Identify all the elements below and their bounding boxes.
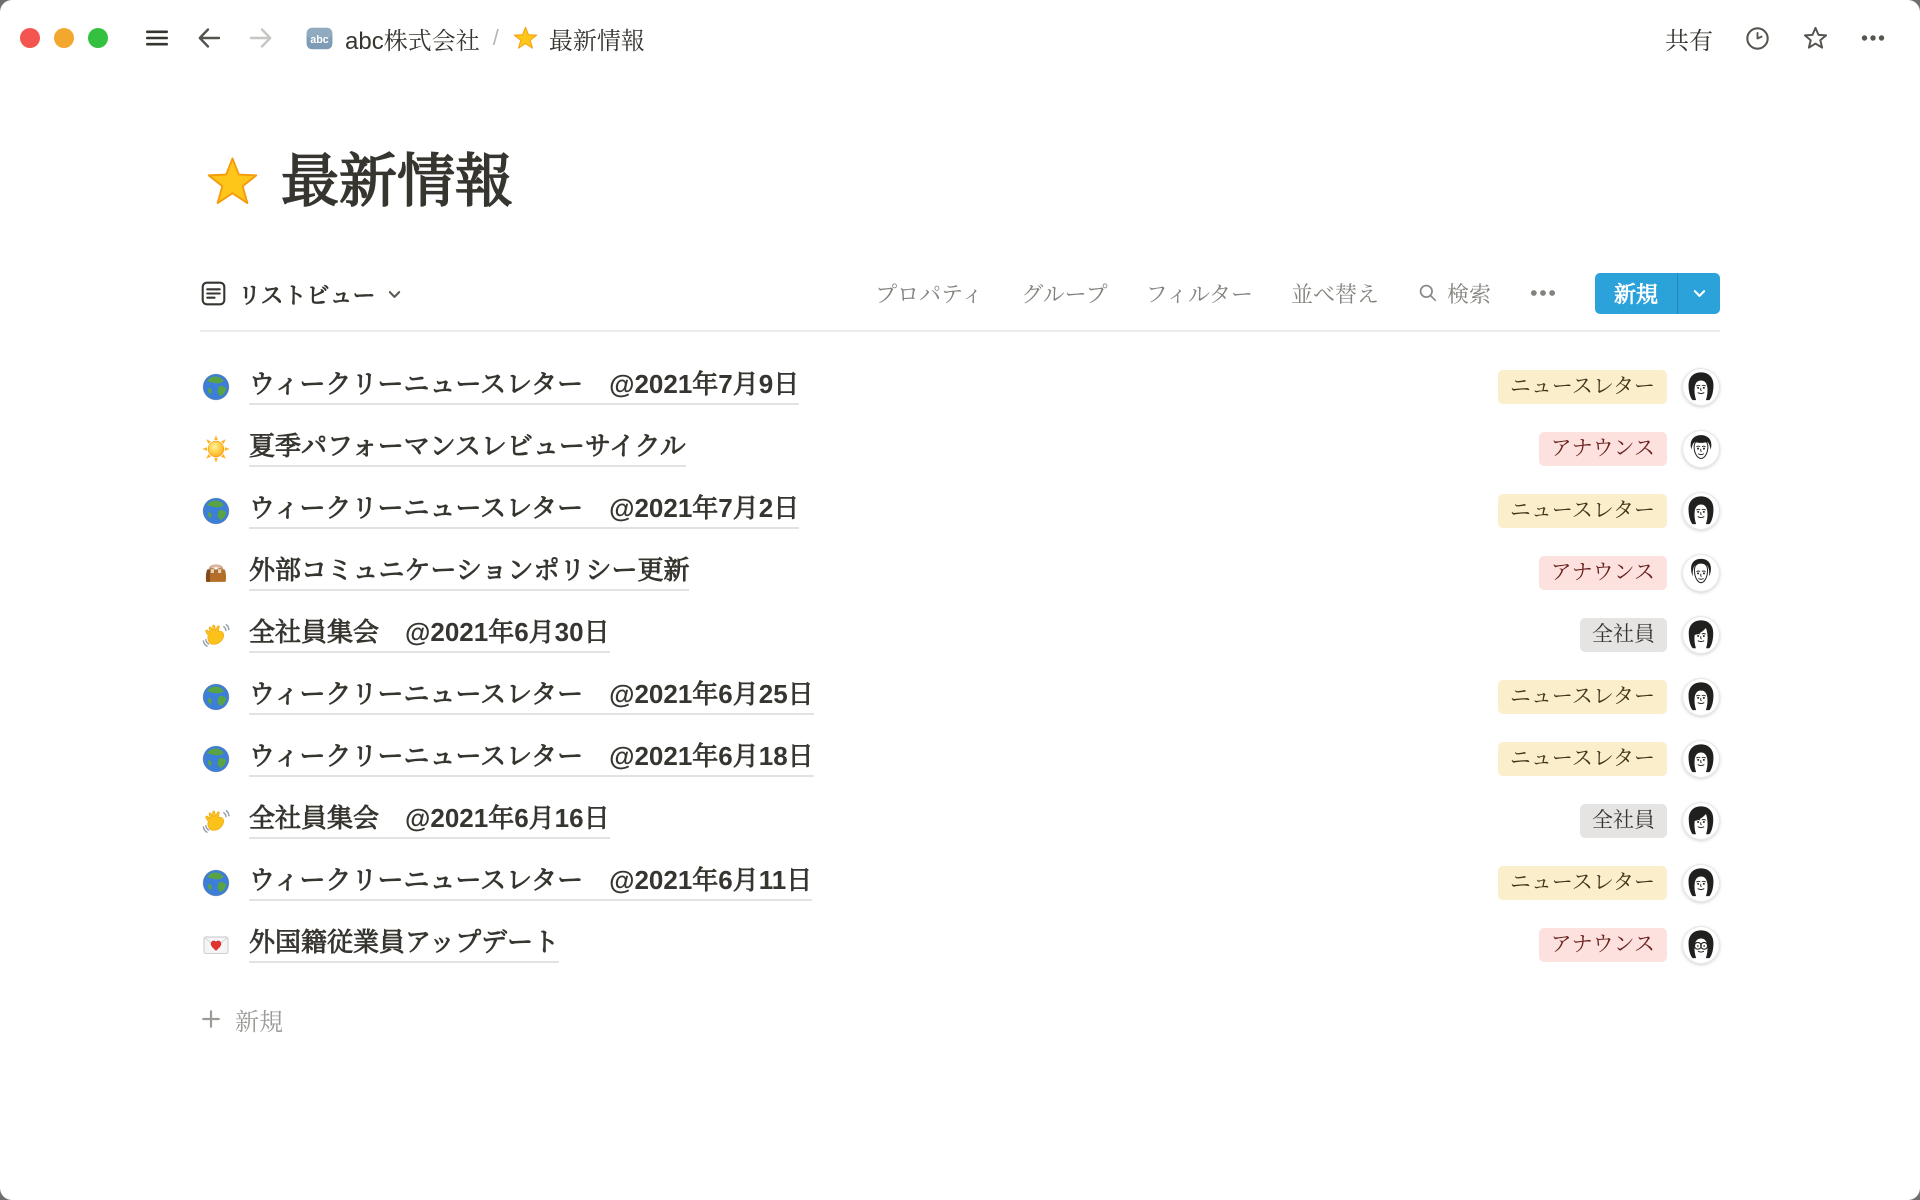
wave-icon — [200, 805, 232, 837]
nav-controls — [144, 25, 274, 51]
sidebar-toggle-button[interactable] — [144, 25, 170, 51]
page-link-title[interactable]: 夏季パフォーマンスレビューサイクル — [249, 430, 686, 468]
letter-icon — [200, 929, 232, 961]
wave-icon — [200, 619, 232, 651]
topbar — [0, 0, 1920, 76]
abc-workspace-icon — [304, 23, 335, 54]
close-window-button[interactable] — [20, 28, 40, 48]
list-item[interactable] — [200, 480, 1720, 542]
tag-badge: ニュースレター — [1498, 494, 1667, 528]
plus-icon — [200, 1008, 222, 1030]
hamburger-icon — [144, 25, 170, 51]
add-new-row-button[interactable] — [200, 1002, 283, 1037]
view-more-button[interactable] — [1529, 279, 1557, 307]
view-bar — [200, 273, 1720, 314]
star-emoji-icon — [512, 25, 539, 52]
list-item[interactable] — [200, 728, 1720, 790]
chevron-down-icon — [1692, 286, 1707, 301]
page-link-title[interactable]: 全社員集会 @2021年6月16日 — [249, 802, 610, 840]
page-link-title[interactable]: 外部コミュニケーションポリシー更新 — [249, 554, 689, 592]
breadcrumb-separator: / — [492, 25, 499, 50]
favorite-button[interactable] — [1802, 25, 1829, 52]
sort-button[interactable]: 並べ替え — [1291, 278, 1379, 309]
tag-badge: ニュースレター — [1498, 370, 1667, 404]
list-item[interactable] — [200, 852, 1720, 914]
new-button[interactable] — [1595, 273, 1720, 314]
avatar — [1682, 740, 1720, 778]
updates-button[interactable] — [1744, 25, 1771, 52]
star-outline-icon — [1802, 25, 1829, 52]
view-actions — [875, 273, 1720, 314]
page-link-title[interactable]: 外国籍従業員アップデート — [249, 926, 559, 964]
earth-icon — [200, 743, 232, 775]
breadcrumb — [304, 21, 645, 56]
minimize-window-button[interactable] — [54, 28, 74, 48]
page-link-title[interactable]: ウィークリーニュースレター @2021年6月18日 — [249, 740, 814, 778]
breadcrumb-page-label: 最新情報 — [548, 27, 645, 55]
breadcrumb-workspace-label: abc株式会社 — [345, 27, 480, 55]
avatar — [1682, 492, 1720, 530]
properties-button[interactable]: プロパティ — [875, 278, 983, 309]
tag-badge: アナウンス — [1539, 432, 1667, 466]
page-link-title[interactable]: ウィークリーニュースレター @2021年6月25日 — [249, 678, 814, 716]
list-item[interactable] — [200, 418, 1720, 480]
clock-icon — [1744, 25, 1771, 52]
avatar — [1682, 430, 1720, 468]
tag-badge: アナウンス — [1539, 928, 1667, 962]
page-content — [200, 146, 1720, 1037]
avatar — [1682, 616, 1720, 654]
avatar — [1682, 802, 1720, 840]
tag-badge: 全社員 — [1580, 618, 1667, 652]
list-item[interactable] — [200, 356, 1720, 418]
search-button[interactable] — [1417, 278, 1491, 309]
forward-button[interactable] — [248, 25, 274, 51]
topbar-actions — [1665, 21, 1886, 56]
breadcrumb-page[interactable] — [512, 21, 645, 56]
group-button[interactable]: グループ — [1021, 278, 1107, 309]
avatar — [1682, 864, 1720, 902]
traffic-lights — [20, 28, 108, 48]
page-link-title[interactable]: 全社員集会 @2021年6月30日 — [249, 616, 610, 654]
list-item[interactable] — [200, 914, 1720, 976]
breadcrumb-workspace[interactable] — [304, 21, 480, 56]
new-button-caret[interactable] — [1677, 273, 1720, 314]
bag-icon — [200, 557, 232, 589]
avatar — [1682, 678, 1720, 716]
list-item[interactable] — [200, 790, 1720, 852]
page-link-title[interactable]: ウィークリーニュースレター @2021年6月11日 — [249, 864, 812, 902]
earth-icon — [200, 681, 232, 713]
tag-badge: アナウンス — [1539, 556, 1667, 590]
tag-badge: ニュースレター — [1498, 680, 1667, 714]
avatar — [1682, 926, 1720, 964]
page-star-emoji-icon — [204, 154, 261, 211]
search-icon — [1417, 282, 1439, 304]
add-new-row-label: 新規 — [235, 1008, 283, 1036]
list-item[interactable] — [200, 542, 1720, 604]
title-block — [200, 146, 1720, 219]
new-button-label: 新規 — [1613, 281, 1658, 307]
sun-icon — [200, 433, 232, 465]
zoom-window-button[interactable] — [88, 28, 108, 48]
tag-badge: 全社員 — [1580, 804, 1667, 838]
tag-badge: ニュースレター — [1498, 742, 1667, 776]
list-view-icon — [200, 280, 227, 307]
tag-badge: ニュースレター — [1498, 866, 1667, 900]
view-selector[interactable] — [200, 277, 402, 310]
list-item[interactable] — [200, 604, 1720, 666]
page-title[interactable]: 最新情報 — [281, 149, 514, 214]
avatar — [1682, 368, 1720, 406]
more-options-button[interactable] — [1860, 25, 1886, 51]
view-name: リストビュー — [238, 281, 376, 308]
search-label: 検索 — [1446, 281, 1491, 307]
page-link-title[interactable]: ウィークリーニュースレター @2021年7月2日 — [249, 492, 799, 530]
page-link-title[interactable]: ウィークリーニュースレター @2021年7月9日 — [249, 368, 799, 406]
earth-icon — [200, 867, 232, 899]
back-button[interactable] — [196, 25, 222, 51]
list-rows — [200, 356, 1720, 976]
list-item[interactable] — [200, 666, 1720, 728]
share-button[interactable]: 共有 — [1665, 21, 1713, 56]
more-options-icon — [1529, 279, 1557, 307]
toolbar-divider — [200, 330, 1720, 332]
arrow-left-icon — [196, 25, 222, 51]
arrow-right-icon — [248, 25, 274, 51]
earth-icon — [200, 495, 232, 527]
chevron-down-icon — [387, 287, 402, 302]
avatar — [1682, 554, 1720, 592]
filter-button[interactable]: フィルター — [1146, 278, 1253, 309]
more-options-icon — [1860, 25, 1886, 51]
earth-icon — [200, 371, 232, 403]
